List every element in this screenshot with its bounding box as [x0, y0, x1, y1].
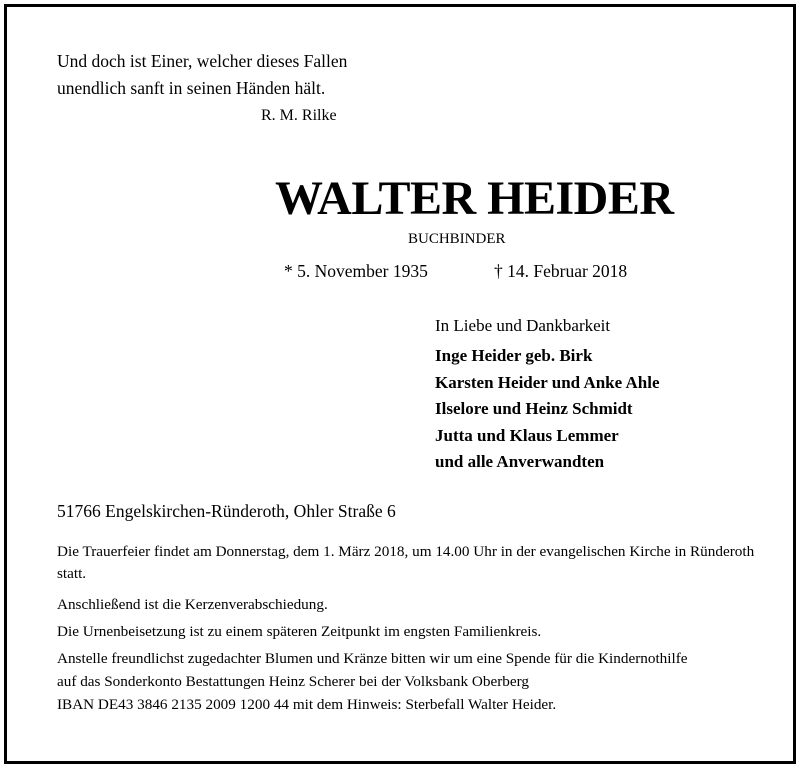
quote-author: R. M. Rilke	[261, 107, 337, 124]
deceased-name: WALTER HEIDER	[275, 172, 674, 225]
mourner-name: Inge Heider geb. Birk	[435, 346, 593, 365]
donation-line-1: Anstelle freundlichst zugedachter Blumen und Kränze bitten wir um eine Spende für die Kindernothilfe	[57, 650, 688, 667]
mourner-name: Ilselore und Heinz Schmidt	[435, 399, 633, 418]
candle-notice: Anschließend ist die Kerzenverabschiedung.	[57, 596, 328, 613]
quote-line-1: Und doch ist Einer, welcher dieses Fallen	[57, 51, 348, 71]
quote-line-2: unendlich sanft in seinen Händen hält.	[57, 78, 326, 98]
funeral-notice: Die Trauerfeier findet am Donnerstag, dem 1. März 2018, um 14.00 Uhr in der evangelischen Kirche in Ründeroth statt.	[57, 543, 755, 582]
mourner-name: Karsten Heider und Anke Ahle	[435, 372, 660, 392]
death-date: † 14. Februar 2018	[494, 261, 628, 281]
donation-line-3: IBAN DE43 3846 2135 2009 1200 44 mit dem Hinweis: Sterbefall Walter Heider.	[57, 696, 557, 713]
mourner-name: Jutta und Klaus Lemmer	[435, 425, 619, 445]
dedication-line: In Liebe und Dankbarkeit	[435, 316, 611, 335]
mourner-list	[435, 343, 660, 476]
family-address: 51766 Engelskirchen-Ründeroth, Ohler Straße 6	[57, 501, 396, 521]
donation-line-2: auf das Sonderkonto Bestattungen Heinz Scherer bei der Volksbank Oberberg	[57, 673, 529, 690]
deceased-profession: BUCHBINDER	[408, 231, 506, 247]
obituary-frame	[4, 4, 796, 764]
mourner-name: und alle Anverwandten	[435, 452, 605, 471]
urn-notice: Die Urnenbeisetzung ist zu einem späteren Zeitpunkt im engsten Familienkreis.	[57, 623, 542, 640]
birth-date: * 5. November 1935	[284, 261, 428, 281]
